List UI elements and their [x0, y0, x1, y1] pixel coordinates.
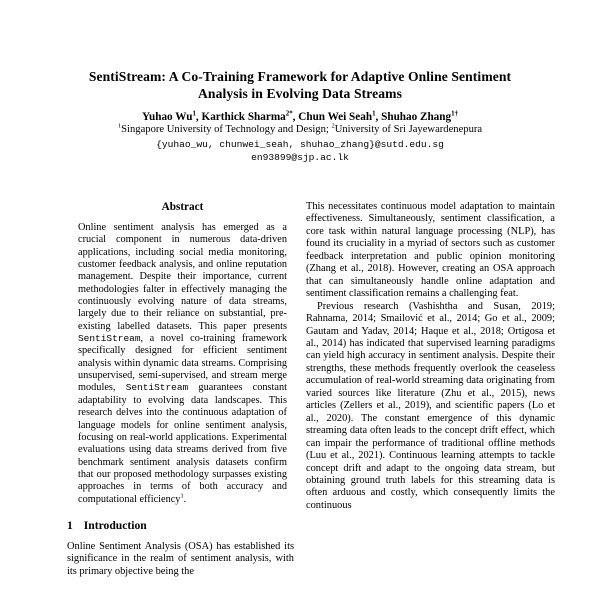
- author-name: Chun Wei Seah: [298, 111, 373, 123]
- affiliation-mark: 2: [331, 122, 335, 130]
- affiliation-line: [0, 124, 600, 135]
- affiliation-2: [331, 124, 482, 135]
- abstract-text: , a novel co-training framework specifically designed for efficient sentiment analysis within dynamic data streams. Comprising unsupervised, semi-supervised, and stream merge modules,: [78, 333, 287, 394]
- author-affiliation-mark: 2*: [285, 109, 293, 118]
- author-separator: ,: [292, 111, 299, 123]
- abstract-text: Online sentiment analysis has emerged as a crucial component in numerous data-driven applications, including social media monitoring, customer feedback analysis, and online reputation management. Despite their importance, current methodologies falter in effectively managing the continuously evolving nature of data streams, largely due to their reliance on substantial, pre-existing labelled datasets. This paper presents: [78, 222, 287, 332]
- author-separator: ,: [375, 111, 382, 123]
- title-line-1: SentiStream: A Co-Training Framework for Adaptive Online Sentiment: [88, 69, 512, 84]
- affiliation-mark: 1: [117, 122, 122, 130]
- abstract-text: guarantees constant adaptability to evolving data landscapes. This research delves into the continuous adaptation of language models for online sentiment analysis, focusing on real-world applications. Experimental evaluations using data streams derived from five benchmark sentiment analysis datasets confirm that our proposed methodology surpasses existing approaches in terms of both accuracy and computational efficiency: [78, 382, 287, 505]
- paper-header: [0, 0, 600, 164]
- system-name-mono: SentiStream: [125, 382, 189, 394]
- paper-title: [0, 68, 600, 102]
- two-column-body: [0, 201, 600, 578]
- affiliation-1: [117, 122, 335, 135]
- author-affiliation-mark: 1: [372, 109, 376, 118]
- email-line-2: en93899@sjp.ac.lk: [251, 152, 349, 163]
- abstract-body: [78, 222, 287, 506]
- author-affiliation-mark: 1: [192, 109, 196, 118]
- author-line: [0, 111, 600, 123]
- left-column: [67, 201, 294, 578]
- affiliation-text: University of Sri Jayewardenepura: [334, 124, 483, 135]
- introduction-paragraph: Online Sentiment Analysis (OSA) has established its significance in the realm of sentiment analysis, with its primary objective being the: [67, 540, 294, 577]
- abstract-heading: Abstract: [161, 201, 204, 213]
- footnote-mark: 1: [180, 492, 184, 500]
- right-column-paragraph-2: Previous research (Vashishtha and Susan, 2019; Rahnama, 2014; Smailović et al., 2014; Go et al., 2009; Gautam and Yadav, 2014; Haque et al., 2018; Ortigosa et al., 2014) has indicated that supervised learning paradigms can yield high accuracy in sentiment analysis. Despite their strengths, these methods frequently overlook the ceaseless accumulation of real-world streaming data originating from varied sources like literature (Zhu et al., 2015), news articles (Zellers et al., 2019), and scientific papers (Lo et al., 2020). The constant emergence of this dynamic streaming data often leads to the concept drift effect, which can impair the performance of traditional offline methods (Luu et al., 2021). Continuous learning attempts to tackle concept drift and adapt to the ongoing data stream, but obtaining ground truth labels for this streaming data is often arduous and costly, which consequently limits the continuous: [306, 300, 555, 511]
- section-heading-introduction: [67, 519, 294, 532]
- section-title: Introduction: [83, 518, 147, 532]
- system-name-mono: SentiStream: [78, 333, 141, 345]
- email-block: [0, 138, 600, 164]
- author-shuhao-zhang: [381, 111, 458, 123]
- author-yuhao-wu: [142, 111, 202, 123]
- author-chun-wei-seah: [298, 111, 381, 123]
- section-number: 1: [67, 518, 73, 532]
- author-name: Shuhao Zhang: [381, 111, 452, 123]
- author-affiliation-mark: 1†: [451, 109, 459, 118]
- right-column-paragraph-1: This necessitates continuous model adaptation to maintain effectiveness. Simultaneously, sentiment classification, a core task within natural language processing (NLP), has found its cruciality in a myriad of sectors such as customer feedback interpretation and public opinion monitoring (Zhang et al., 2018). However, creating an OSA approach that can simultaneously handle online adaptation and sentiment classification remains a challenging feat.: [306, 201, 555, 300]
- email-line-1: {yuhao_wu, chunwei_seah, shuhao_zhang}@sutd.edu.sg: [156, 139, 444, 150]
- author-karthick-sharma: [202, 111, 299, 123]
- affiliation-text: Singapore University of Technology and Design;: [121, 124, 332, 135]
- right-column: [306, 201, 555, 512]
- author-name: Yuhao Wu: [141, 111, 193, 123]
- author-name: Karthick Sharma: [201, 111, 286, 123]
- abstract-text: .: [183, 493, 187, 505]
- title-line-2: Analysis in Evolving Data Streams: [198, 86, 402, 101]
- author-separator: ,: [195, 111, 202, 123]
